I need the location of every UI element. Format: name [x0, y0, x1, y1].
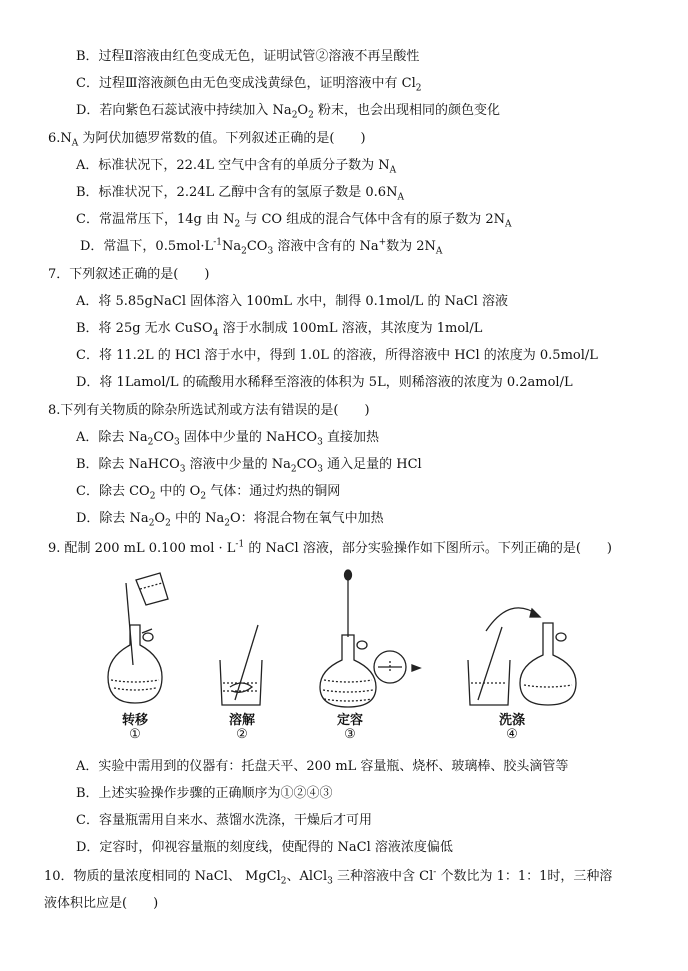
figure-label-2: 溶解	[228, 713, 255, 728]
figure-number-3: ③	[344, 727, 356, 742]
figure-number-4: ④	[506, 727, 518, 742]
option-9C: C．容量瓶需用自来水、蒸馏水洗涤，干燥后才可用	[76, 813, 372, 828]
constant-volume-apparatus	[320, 570, 420, 707]
experiment-figure	[100, 565, 620, 745]
option-6A: A．标准状况下，22.4L 空气中含有的单质分子数为 $N_A$	[76, 158, 397, 176]
figure-label-4: 洗涤	[498, 713, 525, 728]
option-8D: D．除去 $Na_2O_2$ 中的 $Na_2O$：将混合物在氧气中加热	[76, 511, 384, 529]
question-8: 8.下列有关物质的除杂所选试剂或方法有错误的是( )	[48, 403, 370, 418]
option-5D: D．若向紫色石蕊试液中持续加入 $Na_2O_2$ 粉末，也会出现相同的颜色变化	[76, 103, 500, 121]
option-5C: C．过程Ⅲ溶液颜色由无色变成浅黄绿色，证明溶液中有 $Cl_2$	[76, 76, 422, 94]
option-8A: A．除去 $Na_2CO_3$ 固体中少量的 NaHCO$_3$ 直接加热	[76, 430, 379, 448]
dissolve-apparatus	[220, 625, 262, 705]
option-5B: B．过程Ⅱ溶液由红色变成无色，证明试管②溶液不再呈酸性	[76, 49, 420, 64]
figure-label-1: 转移	[121, 713, 148, 728]
option-7A: A．将 5.85gNaCl 固体溶入 100mL 水中，制得 0.1mol/L 的 NaCl 溶液	[76, 294, 508, 309]
option-7C: C．将 11.2L 的 HCl 溶于水中，得到 1.0L 的溶液，所得溶液中 HCl 的浓度为 0.5mol/L	[76, 348, 598, 363]
option-9B: B．上述实验操作步骤的正确顺序为①②④③	[76, 786, 333, 801]
lab-apparatus-drawing	[100, 565, 620, 715]
question-9: 9. 配制 200 mL 0.100 mol · $L^{-1}$ 的 NaCl 溶液，部分实验操作如下图所示。下列正确的是( )	[48, 539, 612, 556]
option-7B: B．将 25g 无水 CuSO$_4$ 溶于水制成 100mL 溶液，其浓度为 1mol/L	[76, 321, 483, 339]
question-7: 7．下列叙述正确的是( )	[48, 267, 210, 282]
option-8B: B．除去 NaHCO$_3$ 溶液中少量的 $Na_2CO_3$ 通入足量的 HCl	[76, 457, 422, 475]
figure-number-1: ①	[129, 727, 141, 742]
option-9D: D．定容时，仰视容量瓶的刻度线，使配得的 NaCl 溶液浓度偏低	[76, 840, 453, 855]
figure-number-2: ②	[236, 727, 248, 742]
option-6C: C．常温常压下，14g 由 $N_2$ 与 CO 组成的混合气体中含有的原子数为 $2N_A$	[76, 212, 512, 230]
question-10: 10．物质的量浓度相同的 NaCl、 MgCl$_2$、AlCl$_3$ 三种溶液中含 Cl- 个数比为 1：1：1时，三种溶	[44, 867, 613, 887]
figure-label-3: 定容	[336, 713, 363, 728]
question-6: $6.N_A$ 为阿伏加德罗常数的值。下列叙述正确的是( )	[48, 131, 366, 149]
option-8C: C．除去 $CO_2$ 中的 $O_2$ 气体：通过灼热的铜网	[76, 484, 341, 502]
option-9A: A．实验中需用到的仪器有：托盘天平、200 mL 容量瓶、烧杯、玻璃棒、胶头滴管等	[76, 759, 569, 774]
option-7D: D．将 1Lamol/L 的硫酸用水稀释至溶液的体积为 5L，则稀溶液的浓度为 0.2amol/L	[76, 375, 573, 390]
option-6B: B．标准状况下，2.24L 乙醇中含有的氢原子数是 $0.6N_A$	[76, 185, 404, 203]
washing-apparatus	[468, 608, 576, 705]
question-10-continued: 液体积比应是( )	[44, 896, 159, 911]
option-6D: D．常温下，$0.5mol\cdot L^{-1}Na_2CO_3$ 溶液中含有的 Na+数为 $2N_A$	[80, 237, 443, 257]
transfer-apparatus	[108, 573, 168, 703]
